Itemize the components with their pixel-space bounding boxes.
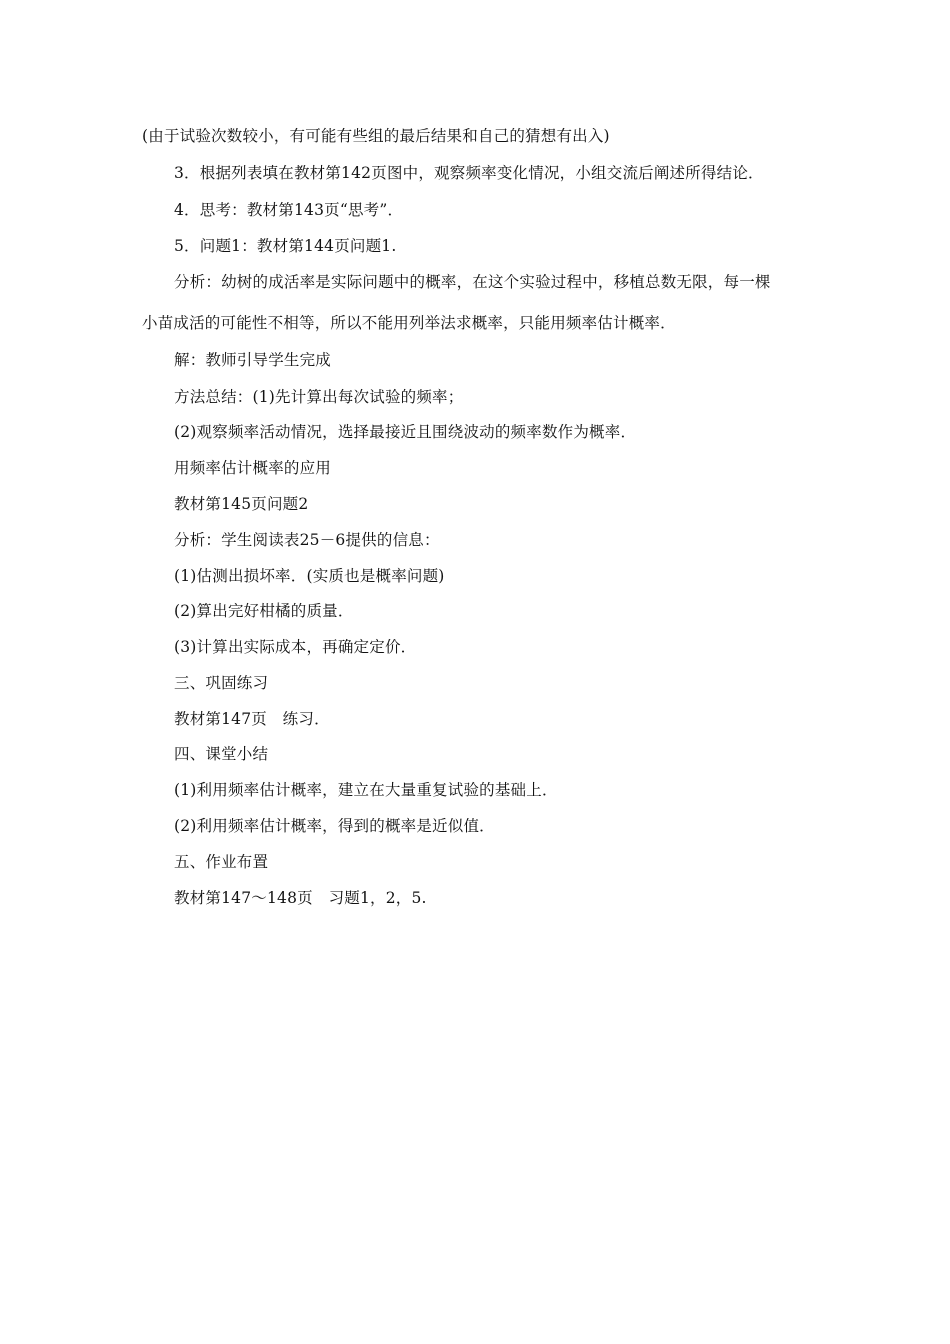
text-line-analysis-2-step-2: (2)算出完好柑橘的质量． [174,602,354,620]
text-line-method-summary: 方法总结：(1)先计算出每次试验的频率； [174,388,464,406]
text-line-analysis-2-step-3: (3)计算出实际成本，再确定定价． [174,638,417,656]
text-line-summary-2: (2)利用频率估计概率，得到的概率是近似值． [174,817,495,835]
text-line-step-3: 3．根据列表填在教材第142页图中，观察频率变化情况，小组交流后阐述所得结论． [174,164,764,182]
text-line-analysis-1: 分析：幼树的成活率是实际问题中的概率，在这个实验过程中，移植总数无限，每一棵 [174,273,771,291]
section-heading-homework: 五、作业布置 [174,853,269,871]
text-line-solution: 解：教师引导学生完成 [174,351,332,369]
section-heading-summary: 四、课堂小结 [174,745,269,763]
text-line-analysis-2-step-1: (1)估测出损坏率．(实质也是概率问题) [174,567,445,585]
text-line-analysis-2: 分析：学生阅读表25－6提供的信息： [174,531,440,549]
text-line-step-5: 5．问题1：教材第144页问题1. [174,237,397,255]
text-line-summary-1: (1)利用频率估计概率，建立在大量重复试验的基础上． [174,781,558,799]
text-line-problem-2: 教材第145页问题2 [174,495,309,513]
text-line-analysis-1-cont: 小苗成活的可能性不相等，所以不能用列举法求概率，只能用频率估计概率． [142,314,676,332]
section-heading-practice: 三、巩固练习 [174,674,269,692]
text-line-practice: 教材第147页 练习． [174,710,330,728]
text-line-note: (由于试验次数较小，有可能有些组的最后结果和自己的猜想有出入) [142,127,610,145]
text-line-step-4: 4．思考：教材第143页“思考”． [174,201,404,219]
text-line-method-2: (2)观察频率活动情况，选择最接近且围绕波动的频率数作为概率． [174,423,637,441]
text-line-application-heading: 用频率估计概率的应用 [174,459,332,477]
text-line-homework: 教材第147～148页 习题1，2，5. [174,889,427,907]
